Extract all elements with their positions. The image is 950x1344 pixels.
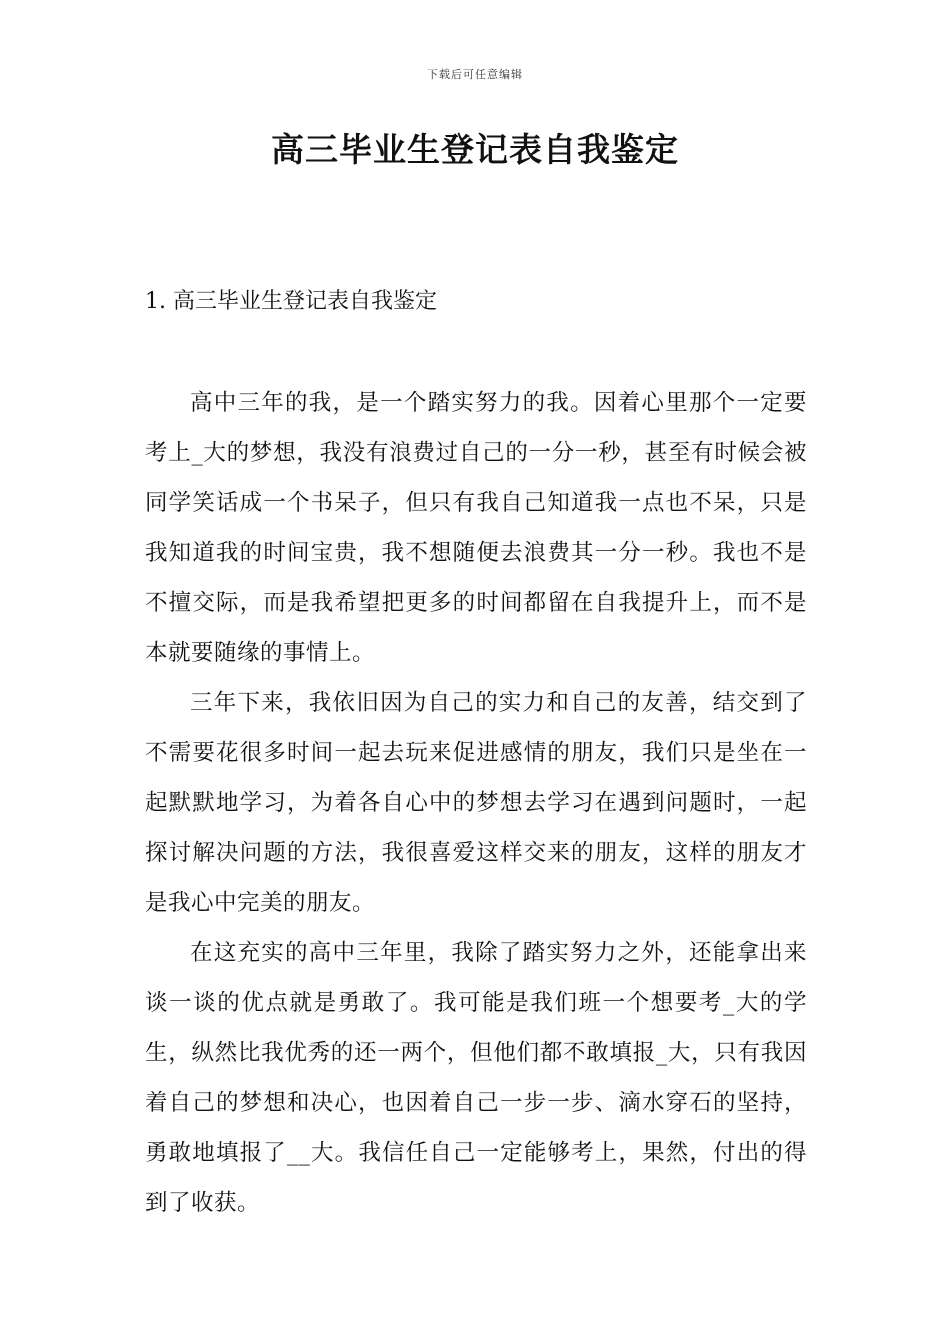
document-title: 高三毕业生登记表自我鉴定 [271,130,679,169]
document-body [145,378,807,1228]
paragraph: 在这充实的高中三年里，我除了踏实努力之外，还能拿出来谈一谈的优点就是勇敢了。我可能是我们班一个想要考_大的学生，纵然比我优秀的还一两个，但他们都不敢填报_大，只有我因着自己的梦想和决心，也因着自己一步一步、滴水穿石的坚持，勇敢地填报了__大。我信任自己一定能够考上，果然，付出的得到了收获。 [145,940,807,1216]
section-heading: 1. 高三毕业生登记表自我鉴定 [145,289,437,314]
paragraph: 高中三年的我，是一个踏实努力的我。因着心里那个一定要考上_大的梦想，我没有浪费过自己的一分一秒，甚至有时候会被同学笑话成一个书呆子，但只有我自己知道我一点也不呆，只是我知道我的时间宝贵，我不想随便去浪费其一分一秒。我也不是不擅交际，而是我希望把更多的时间都留在自我提升上，而不是本就要随缘的事情上。 [145,390,807,666]
header-note: 下载后可任意编辑 [427,68,523,81]
paragraph: 三年下来，我依旧因为自己的实力和自己的友善，结交到了不需要花很多时间一起去玩来促进感情的朋友，我们只是坐在一起默默地学习，为着各自心中的梦想去学习在遇到问题时，一起探讨解决问题的方法，我很喜爱这样交来的朋友，这样的朋友才是我心中完美的朋友。 [145,690,807,916]
